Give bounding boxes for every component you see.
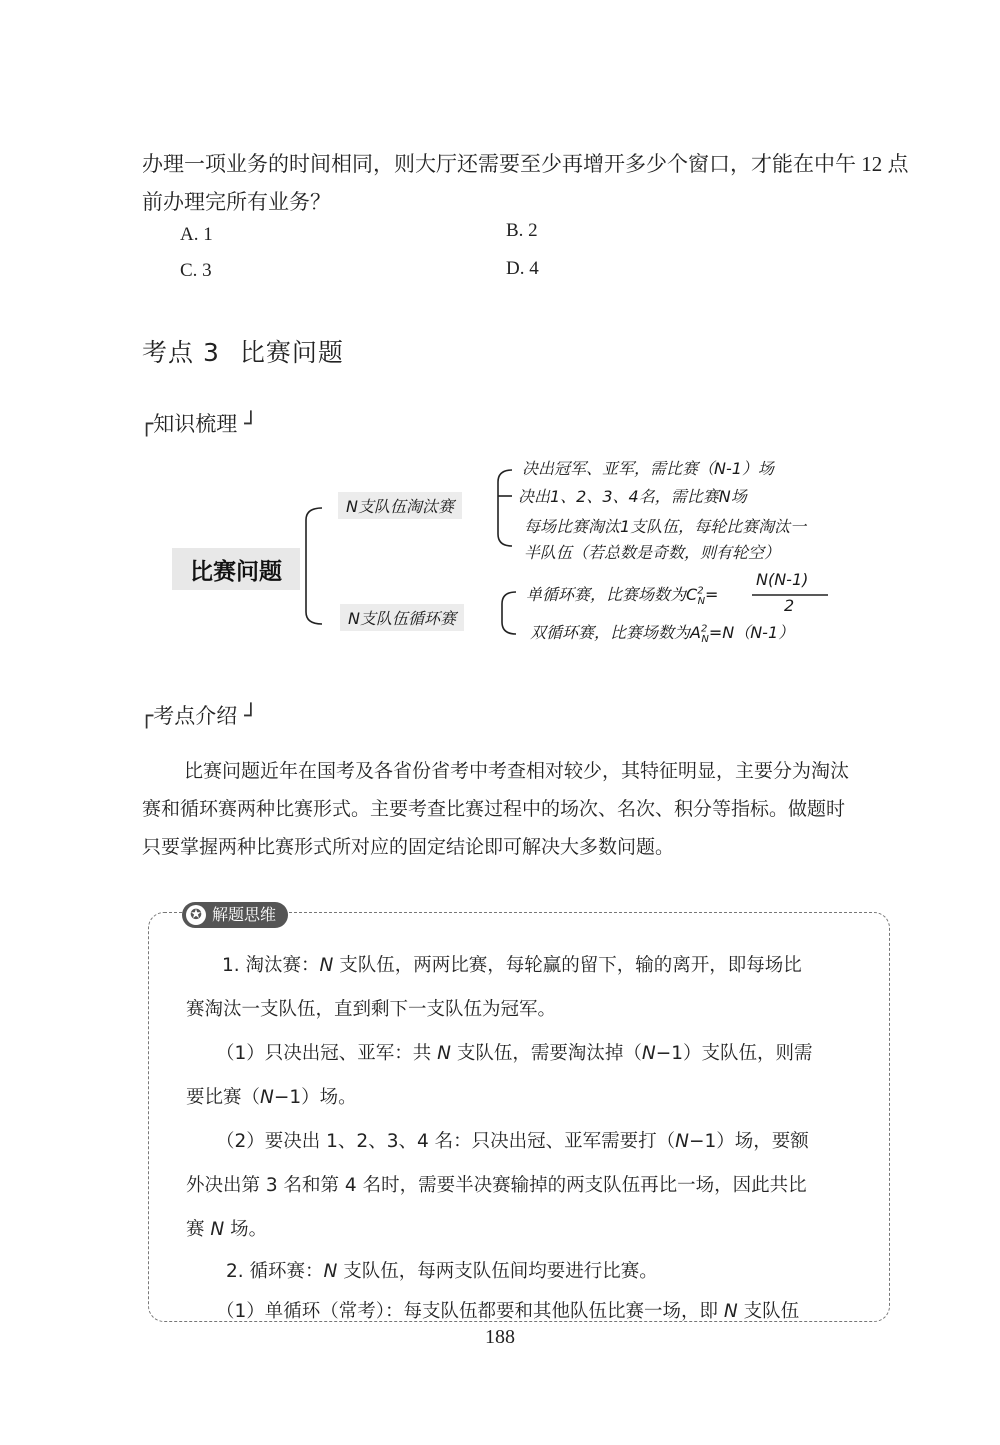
double-round-text: 双循环赛，比赛场数为: [530, 623, 691, 642]
branch2-brace: [502, 592, 516, 634]
elimination-item-1: 决出冠军、亚军，需比赛（N-1）场: [522, 459, 774, 478]
intro-header: [140, 700, 258, 730]
elimination-item-4: 半队伍（若总数是奇数，则有轮空）: [524, 543, 781, 562]
mindmap-root: 比赛问题: [172, 548, 300, 590]
option-b: B. 2: [506, 220, 538, 241]
knowledge-header-label: 知识梳理: [153, 412, 238, 436]
c-sub: N: [697, 596, 706, 608]
intro-paragraph: [142, 752, 892, 866]
option-a: A. 1: [180, 224, 213, 245]
elimination-item-2: 决出1、2、3、4名，需比赛N场: [518, 487, 747, 506]
bracket-right-icon: ┘: [237, 412, 258, 437]
round-robin-item-2: [530, 620, 794, 645]
a-sub: N: [701, 634, 709, 646]
equals-sign: =: [705, 585, 719, 604]
think-p5: （1）单循环（常考）：每支队伍都要和其他队伍比赛一场，即 N 支队伍: [216, 1301, 800, 1322]
intro-line-3: 只要掌握两种比赛形式所对应的固定结论即可解决大多数问题。: [142, 836, 675, 858]
bracket-left-icon: ┌: [140, 704, 154, 729]
round-robin-item-1: [526, 582, 718, 607]
star-icon: ✪: [186, 905, 206, 925]
think-p4: 2. 循环赛：N 支队伍，每两支队伍间均要进行比赛。: [226, 1261, 658, 1282]
elimination-item-3: 每场比赛淘汰1支队伍，每轮比赛淘汰一: [524, 517, 807, 536]
question-text-line2: 前办理完所有业务？: [142, 190, 331, 214]
fraction-denominator: 2: [784, 596, 795, 615]
branch-elimination: N支队伍淘汰赛: [338, 492, 462, 519]
arrangement-symbol: [690, 623, 709, 646]
branch-round-robin: N支队伍循环赛: [340, 604, 464, 631]
intro-line-2: 赛和循环赛两种比赛形式。主要考查比赛过程中的场次、名次、积分等指标。做题时: [142, 798, 846, 820]
think-p1-line1: 1. 淘汰赛：N 支队伍，两两比赛，每轮赢的留下，输的离开，即每场比: [222, 955, 802, 976]
think-p2-line2: 要比赛（N−1）场。: [186, 1087, 357, 1108]
section-number: 考点 3: [142, 338, 220, 367]
fraction-numerator: N(N-1): [756, 570, 809, 589]
thinking-tag-label: 解题思维: [212, 905, 277, 924]
single-round-text: 单循环赛，比赛场数为: [526, 585, 687, 604]
intro-line-1: 比赛问题近年在国考及各省份省考中考查相对较少，其特征明显，主要分为淘汰: [184, 760, 850, 782]
page-number: 188: [485, 1326, 515, 1348]
option-c: C. 3: [180, 260, 212, 281]
think-p3-line1: （2）要决出 1、2、3、4 名：只决出冠、亚军需要打（N−1）场，要额: [216, 1131, 809, 1152]
think-p3-line3: 赛 N 场。: [186, 1219, 268, 1240]
bracket-left-icon: ┌: [140, 412, 154, 437]
think-p3-line2: 外决出第 3 名和第 4 名时，需要半决赛输掉的两支队伍再比一场，因此共比: [186, 1175, 807, 1196]
c-sup: 2: [697, 585, 704, 597]
mindmap-connectors: [0, 0, 1000, 700]
bracket-right-icon: ┘: [237, 704, 258, 729]
thinking-content: [186, 944, 866, 1332]
question-text-line1: 办理一项业务的时间相同，则大厅还需要至少再增开多少个窗口，才能在中午 12 点: [142, 152, 909, 176]
combination-symbol: [686, 585, 706, 608]
intro-header-label: 考点介绍: [153, 704, 238, 728]
c-symbol: C: [686, 585, 698, 604]
root-brace: [306, 508, 322, 624]
double-round-formula: =N（N-1）: [708, 623, 795, 642]
a-sup: 2: [700, 623, 708, 635]
branch1-brace: [498, 470, 512, 546]
think-p1-line2: 赛淘汰一支队伍，直到剩下一支队伍为冠军。: [186, 999, 557, 1020]
think-p2-line1: （1）只决出冠、亚军：共 N 支队伍，需要淘汰掉（N−1）支队伍，则需: [216, 1043, 813, 1064]
section-name: 比赛问题: [239, 338, 344, 367]
option-d: D. 4: [506, 258, 539, 279]
thinking-tag: [182, 902, 288, 928]
a-symbol: A: [690, 623, 701, 642]
